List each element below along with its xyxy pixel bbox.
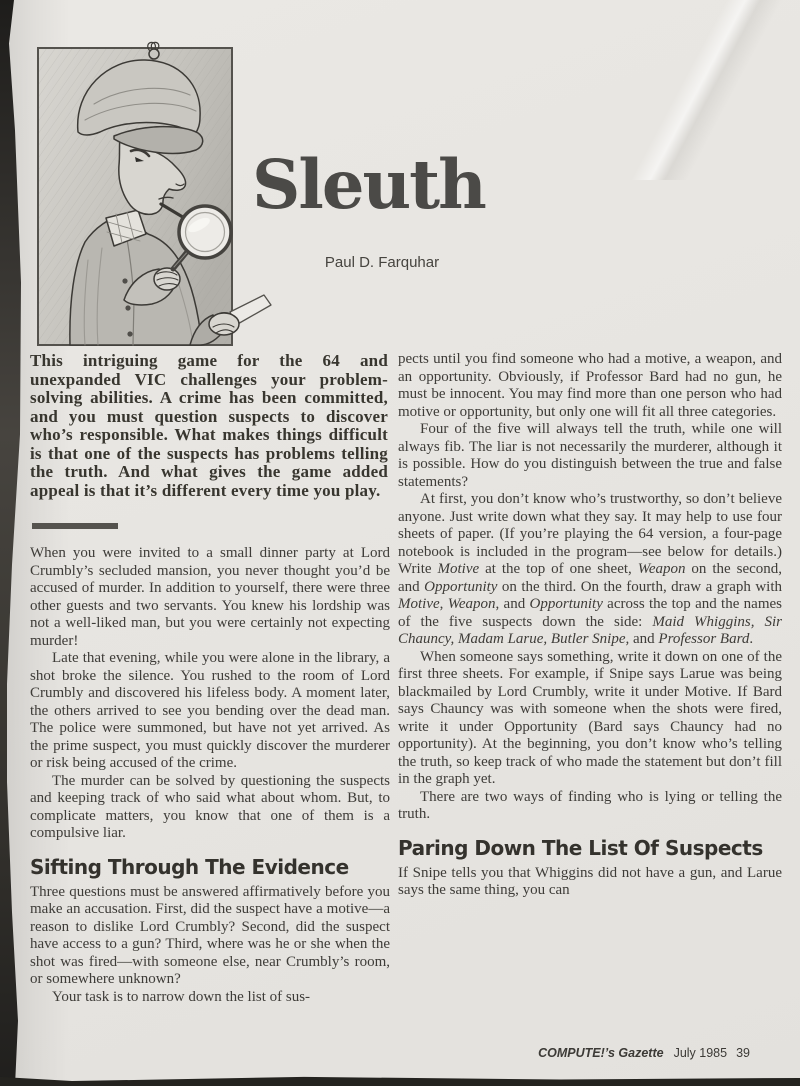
body-paragraph: The murder can be solved by questioning the suspects and keeping track of who said what about whom. But, to complicate matters, you know that one of them is a compulsive liar.: [30, 772, 390, 841]
left-column-body: [30, 545, 390, 843]
detective-illustration: [28, 38, 268, 358]
body-paragraph: Late that evening, while you were alone in the library, a shot broke the silence. You rushed to the room of Lord Crumbly and discovered his lifeless body. A moment later, the others arrived to see you bending over the dead man. The police were summoned, but have not yet arrived. As the prime suspect, you must quickly discover the murderer or risk being accused of the crime.: [30, 650, 390, 771]
right-column-section-body: [398, 865, 782, 900]
body-paragraph: There are two ways of finding who is lying or telling the truth.: [398, 788, 782, 822]
body-paragraph: When someone says something, write it down on one of the first three sheets. For example, if Snipe says Larue was being blackmailed by Lord Crumbly, write it under Motive. If Bard says Chauncy was with someone when the shots were fired, write it under Opportunity (Bard says Chauncy had no opportunity). At the beginning, you don’t know who’s telling the truth, so keep track of who made the statement but don’t fill in the graph yet.: [398, 648, 782, 787]
body-paragraph: When you were invited to a small dinner party at Lord Crumbly’s secluded mansion, you never thought you’d be accused of murder. In addition to yourself, there were three other guests and two servants. You knew his lordship was not a well-liked man, but you were certainly not expecting murder!: [30, 545, 390, 649]
footer-page-number: 39: [736, 1046, 750, 1060]
page-footer: [398, 1046, 750, 1060]
footer-magazine-name: COMPUTE!’s Gazette: [538, 1046, 664, 1060]
sherlock-detective-drawing: [28, 38, 268, 358]
body-paragraph: Four of the five will always tell the truth, while one will always fib. The liar is not necessarily the murderer, although it is possible. How do you distinguish between the true and false statements?: [398, 421, 782, 490]
intro-deck: [30, 352, 388, 500]
left-column: [30, 545, 390, 1006]
byline: Paul D. Farquhar: [324, 254, 440, 271]
body-paragraph: At first, you don’t know who’s trustworthy, so don’t believe anyone. Just write down what they say. It may help to use four sheets of paper. (If you’re playing the 64 version, a four-page notebook is included in the program—see below for details.) Write Motive at the top of one sheet, Weapon on the second, and Opportunity on the third. On the fourth, draw a graph with Motive, Weapon, and Opportunity across the top and the names of the five suspects down the side: Maid Whiggins, Sir Chauncy, Madam Larue, Butler Snipe, and Professor Bard.: [398, 491, 783, 647]
section-heading-sifting: Sifting Through The Evidence: [30, 854, 349, 879]
divider-rule: [32, 523, 118, 529]
scan-edge-left: [0, 0, 26, 1086]
section-heading-paring: Paring Down The List Of Suspects: [398, 835, 763, 860]
body-paragraph: This intriguing game for the 64 and unexpanded VIC challenges your problem-solving abilities. A crime has been committed, and you must question suspects to discover who’s responsible. What makes things difficult is that one of the suspects has problems telling the truth. And what gives the game added appeal is that it’s different every time you play.: [30, 351, 388, 500]
paper-crease: [520, 0, 800, 180]
article-title: Sleuth: [252, 145, 485, 224]
footer-issue-date: July 1985: [673, 1046, 728, 1060]
body-paragraph: Your task is to narrow down the list of sus-: [52, 988, 311, 1005]
body-paragraph: Three questions must be answered affirmatively before you make an accusation. First, did the suspect have a motive—a reason to dislike Lord Crumbly? Second, did the suspect have access to a gun? Third, where was he or she when the shot was fired—with someone else, near Crumbly’s room, or somewhere unknown?: [30, 883, 390, 987]
left-column-section-body: [30, 884, 390, 1007]
right-column: [398, 351, 782, 900]
body-paragraph: If Snipe tells you that Whiggins did not have a gun, and Larue says the same thing, you can: [398, 864, 782, 898]
body-paragraph: pects until you find someone who had a motive, a weapon, and an opportunity. Obviously, if Professor Bard had no gun, he must be innocent. You may find more than one person who had motive or opportunity, but only one will fit all three categories.: [398, 351, 782, 420]
right-column-body: [398, 351, 782, 824]
scan-edge-bottom: [0, 1073, 800, 1086]
